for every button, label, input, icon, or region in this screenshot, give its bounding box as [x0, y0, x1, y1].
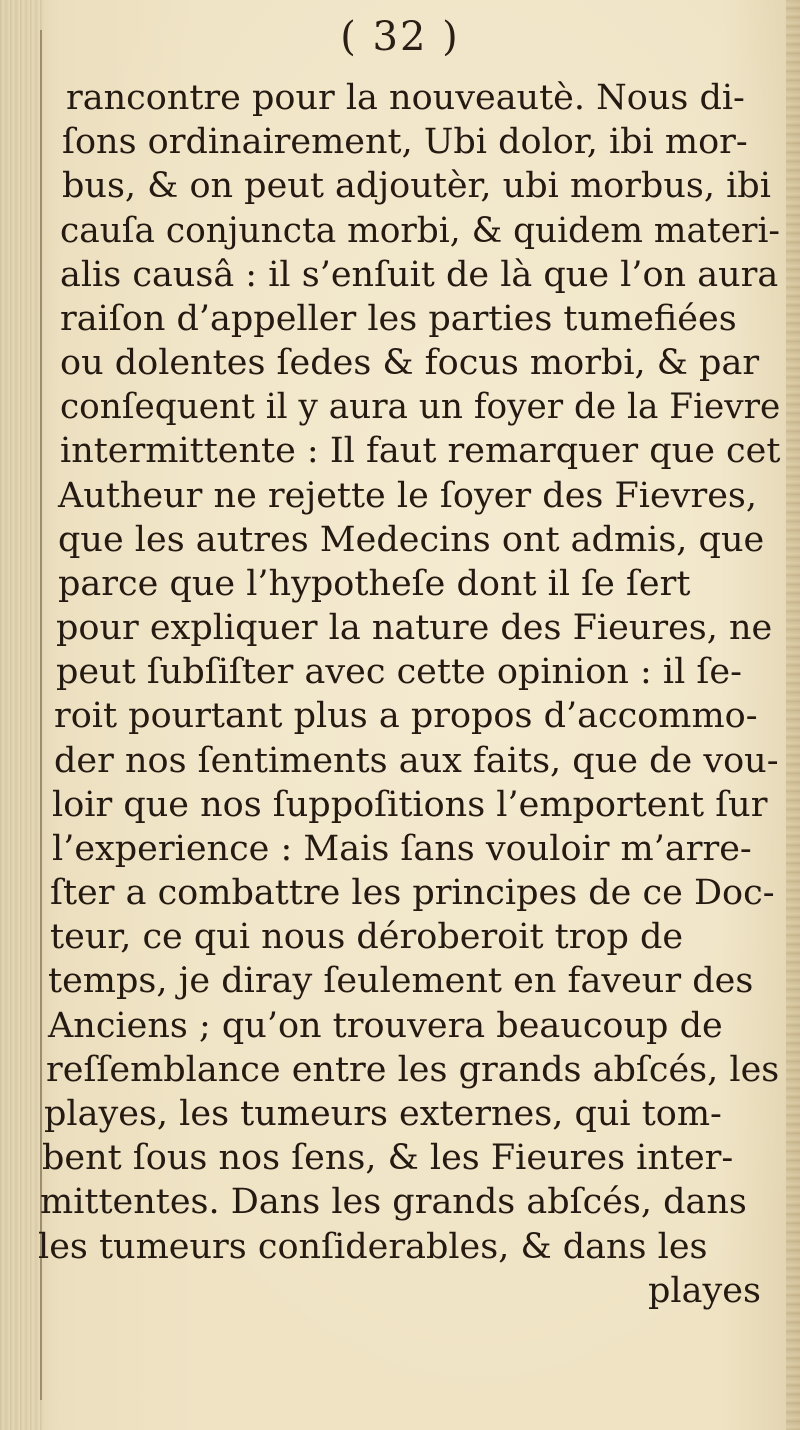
page-number: ( 32 ): [340, 14, 460, 60]
text-line: l’experience : Mais ſans vouloir m’arre-: [52, 829, 752, 869]
text-line: peut ſubſiſter avec cette opinion : il ſe-: [56, 652, 742, 692]
text-line: mittentes. Dans les grands abſcés, dans: [40, 1182, 747, 1222]
text-line: Autheur ne rejette le ſoyer des Fievres,: [58, 476, 757, 516]
text-line: bent ſous nos ſens, & les Fieures inter-: [42, 1138, 734, 1178]
text-line: ſons ordinairement, Ubi dolor, ibi mor-: [62, 122, 748, 162]
text-line: bus, & on peut adjoutèr, ubi morbus, ibi: [62, 166, 771, 206]
text-line: cauſa conjuncta morbi, & quidem materi-: [60, 211, 781, 251]
text-line: ſter a combattre les principes de ce Doc-: [50, 873, 775, 913]
text-line: parce que l’hypotheſe dont il ſe ſert: [58, 564, 691, 604]
text-line: reſſemblance entre les grands abſcés, les: [46, 1050, 780, 1090]
page-fore-edge: [786, 0, 800, 1430]
text-line: ou dolentes ſedes & focus morbi, & par: [60, 343, 760, 383]
text-line: rancontre pour la nouveautè. Nous di-: [66, 78, 745, 118]
text-line: playes, les tumeurs externes, qui tom-: [44, 1094, 722, 1134]
text-line: roit pourtant plus a propos d’accommo-: [54, 696, 758, 736]
text-line: loir que nos ſuppoſitions l’emportent ſur: [52, 785, 768, 825]
catchword: playes: [648, 1271, 761, 1311]
text-line: Anciens ; qu’on trouvera beaucoup de: [48, 1006, 723, 1046]
text-line: der nos ſentiments aux faits, que de vou-: [54, 741, 779, 781]
text-line: que les autres Medecins ont admis, que: [58, 520, 765, 560]
text-line: raiſon d’appeller les parties tumefiées: [60, 299, 737, 339]
text-line: intermittente : Il faut remarquer que cet: [60, 431, 781, 471]
text-line: les tumeurs conſiderables, & dans les: [38, 1227, 708, 1267]
text-line: teur, ce qui nous déroberoit trop de: [50, 917, 684, 957]
text-line: conſequent il y aura un foyer de la Fievre: [60, 387, 781, 427]
text-line: alis causâ : il s’enſuit de là que l’on aura: [60, 255, 779, 295]
text-line: pour expliquer la nature des Fieures, ne: [56, 608, 773, 648]
text-line: temps, je diray ſeulement en faveur des: [48, 961, 754, 1001]
book-gutter: [0, 0, 44, 1430]
